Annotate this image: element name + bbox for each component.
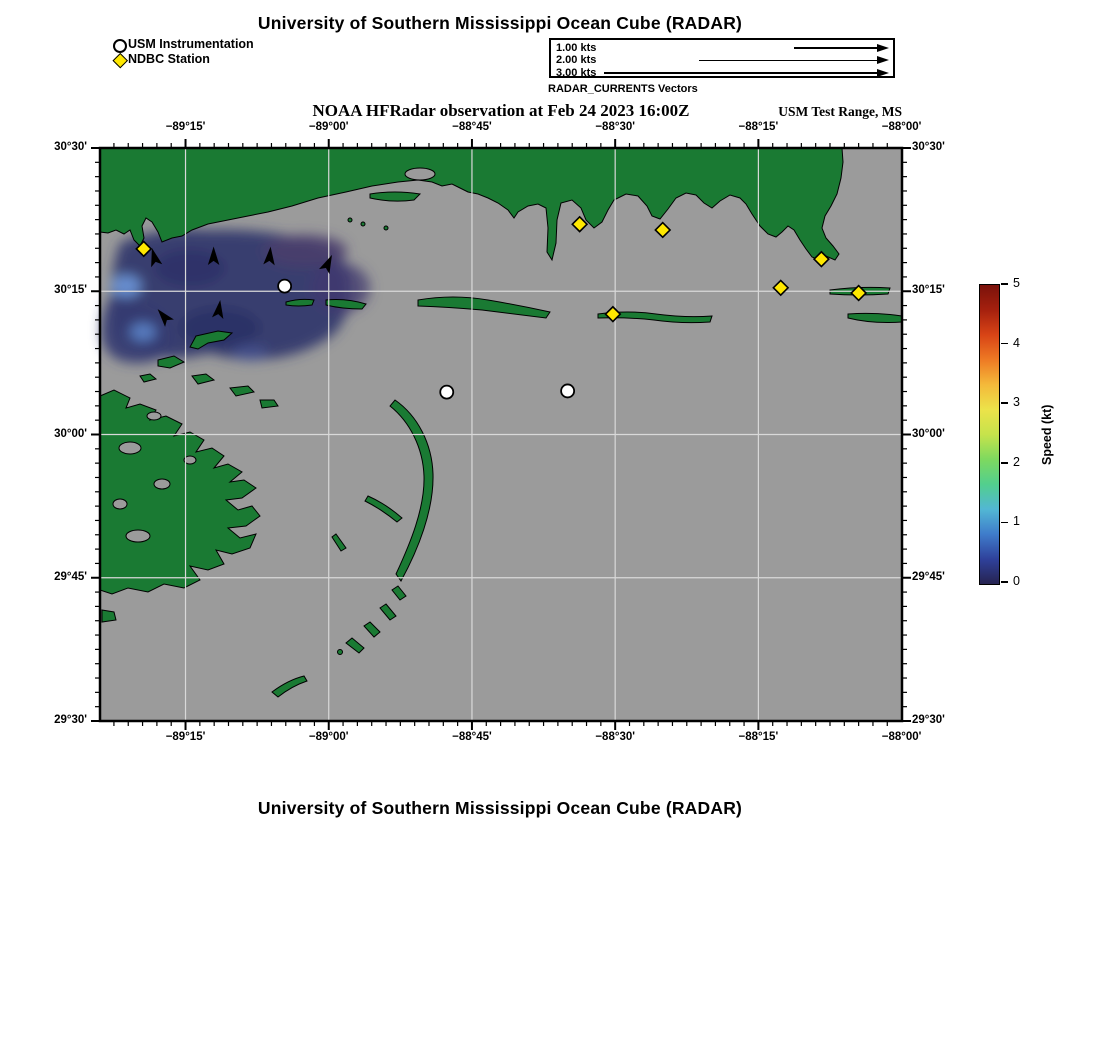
colorbar <box>979 284 1000 585</box>
y-axis-label-right: 30°30' <box>912 141 945 153</box>
y-axis-label-left: 30°30' <box>54 141 87 153</box>
vector-scale-arrow-line <box>699 60 877 62</box>
y-axis-label-left: 29°45' <box>54 570 87 583</box>
legend-label: NDBC Station <box>128 51 210 66</box>
colorbar-tick-label: 2 <box>1013 454 1020 469</box>
legend-label: USM Instrumentation <box>128 36 254 51</box>
x-axis-label-top: −88°15' <box>738 121 779 133</box>
colorbar-tick <box>1001 402 1008 404</box>
usm-instrumentation-icon <box>112 37 128 51</box>
colorbar-tick-label: 3 <box>1013 395 1020 410</box>
vector-scale-arrow-line <box>604 72 877 74</box>
page-title: University of Southern Mississippi Ocean Cube (RADAR) <box>257 13 743 33</box>
footer-title: University of Southern Mississippi Ocean Cube (RADAR) <box>257 798 743 818</box>
y-axis-label-right: 29°45' <box>912 570 945 583</box>
x-axis-label-bottom: −88°45' <box>452 731 492 743</box>
y-axis-label-left: 30°15' <box>54 284 87 297</box>
x-axis-label-bottom: −88°00' <box>881 731 922 743</box>
x-axis-label-top: −89°15' <box>165 121 206 133</box>
y-axis-label-right: 29°30' <box>912 714 945 726</box>
colorbar-axis-label: Speed (kt) <box>1040 404 1054 465</box>
colorbar-tick <box>1001 522 1008 524</box>
vector-scale-arrow-line <box>794 47 877 49</box>
legend-item-diamond <box>112 51 254 66</box>
colorbar-tick-label: 0 <box>1013 574 1020 588</box>
vector-scale-arrowhead <box>877 69 889 77</box>
diamond-glyph <box>113 52 128 67</box>
x-axis-label-bottom: −89°15' <box>165 731 206 743</box>
x-axis-label-bottom: −88°15' <box>738 731 779 743</box>
y-axis-label-right: 30°00' <box>912 427 945 440</box>
axis-labels-layer <box>54 121 945 743</box>
x-axis-label-top: −89°00' <box>308 121 349 133</box>
vector-scale-box <box>549 38 895 78</box>
colorbar-tick <box>1001 462 1008 464</box>
colorbar-tick-label: 4 <box>1013 335 1020 350</box>
colorbar-tick <box>1001 343 1008 345</box>
y-axis-label-left: 30°00' <box>54 427 87 440</box>
plot-subtitle: NOAA HFRadar observation at Feb 24 2023 16:00Z <box>312 101 690 120</box>
vector-scale-label: 3.00 kts <box>556 66 597 79</box>
x-axis-label-bottom: −88°30' <box>595 731 635 743</box>
vector-scale-label: 1.00 kts <box>556 41 597 54</box>
colorbar-tick <box>1001 581 1008 583</box>
x-axis-label-bottom: −89°00' <box>308 731 349 743</box>
colorbar-tick-label: 1 <box>1013 514 1020 529</box>
ndbc-station-icon <box>112 52 128 66</box>
colorbar-tick-label: 5 <box>1013 276 1020 290</box>
y-axis-label-left: 29°30' <box>54 714 87 726</box>
vector-scale-label: 2.00 kts <box>556 54 597 66</box>
y-axis-label-right: 30°15' <box>912 284 945 297</box>
legend-item-circle <box>112 36 254 51</box>
map-area <box>54 121 945 743</box>
circle-glyph <box>113 39 127 53</box>
vector-scale-caption: RADAR_CURRENTS Vectors <box>548 83 698 95</box>
region-label: USM Test Range, MS <box>778 104 902 119</box>
x-axis-label-top: −88°30' <box>595 121 635 133</box>
vector-scale-arrowhead <box>877 44 889 52</box>
vector-scale-arrowhead <box>877 56 889 64</box>
map-legend <box>112 36 254 66</box>
x-axis-label-top: −88°45' <box>452 121 492 133</box>
x-axis-label-top: −88°00' <box>881 121 922 133</box>
colorbar-tick <box>1001 283 1008 285</box>
